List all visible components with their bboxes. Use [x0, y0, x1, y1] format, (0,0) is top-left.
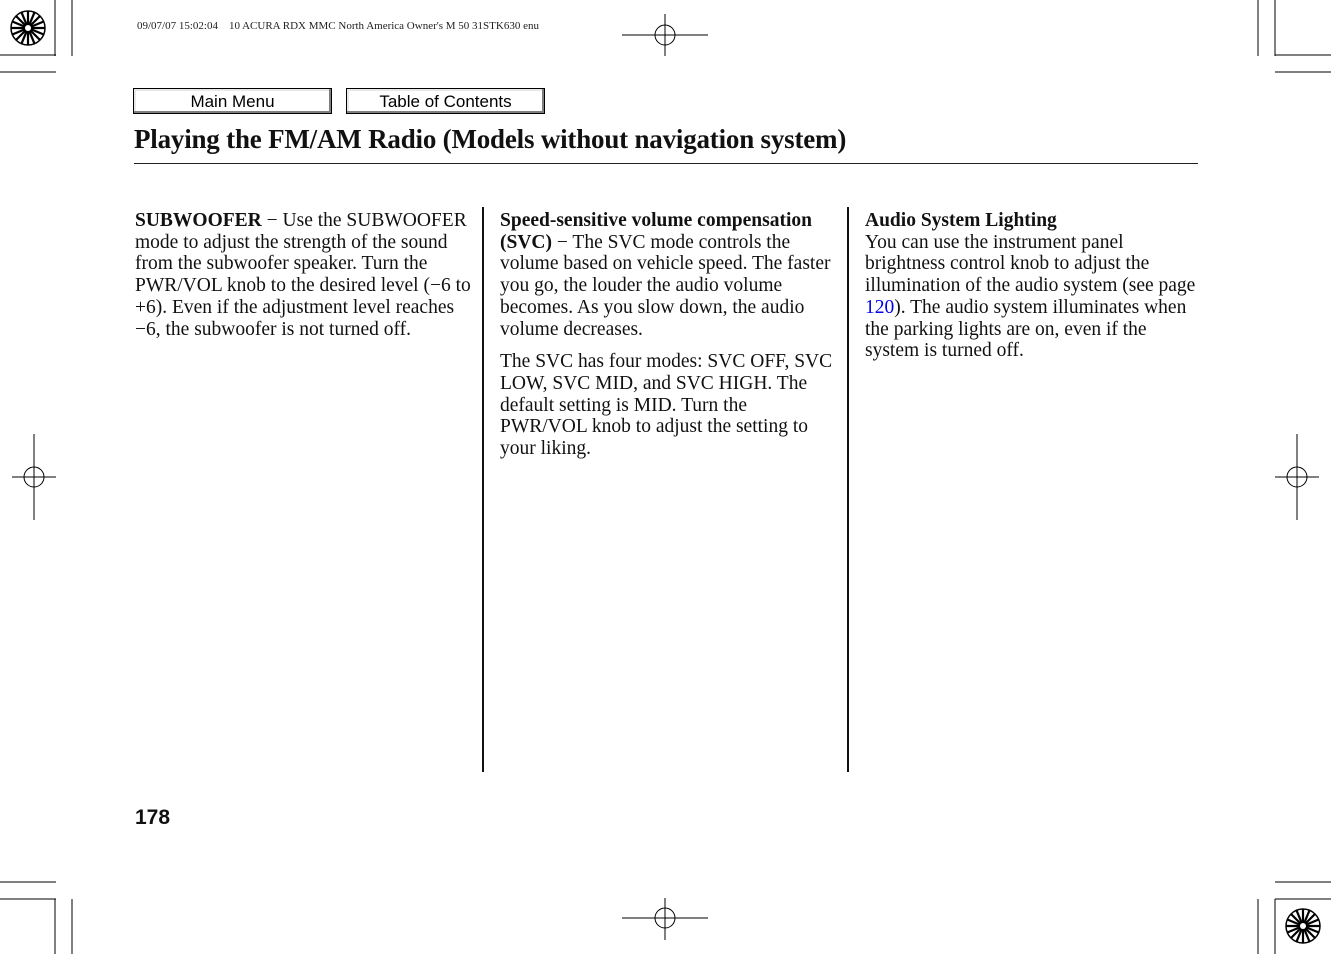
column-subwoofer: [135, 210, 473, 351]
table-of-contents-button[interactable]: Table of Contents: [346, 88, 545, 114]
subwoofer-dash: −: [261, 210, 283, 231]
sunburst-mark-bottom-right: [1286, 909, 1320, 943]
svc-heading: Speed-sensitive volume compensation (SVC): [500, 210, 812, 253]
title-divider: [134, 163, 1198, 164]
column-divider-2: [847, 207, 849, 772]
print-info: 09/07/07 15:02:04 10 ACURA RDX MMC North America Owner's M 50 31STK630 enu: [137, 20, 539, 32]
page-title: Playing the FM/AM Radio (Models without navigation system): [134, 124, 847, 154]
audio-lighting-text: You can use the instrument panel brightness control knob to adjust the illumination of the audio system (see page: [865, 231, 1196, 297]
page-120-link[interactable]: 120: [865, 296, 895, 318]
subwoofer-heading: SUBWOOFER: [135, 210, 262, 231]
svc-text: The SVC mode controls the volume based on vehicle speed. The faster you go, the louder the audio volume becomes. As you slow down, the audio volume decreases.: [500, 231, 831, 340]
column-divider-1: [482, 207, 484, 772]
sunburst-mark-top-left: [11, 11, 45, 45]
svc-modes-text: The SVC has four modes: SVC OFF, SVC LOW, SVC MID, and SVC HIGH. The default setting is MID. Turn the PWR/VOL knob to adjust the setting to your liking.: [500, 351, 833, 460]
subwoofer-text: Use the SUBWOOFER mode to adjust the strength of the sound from the subwoofer speaker. Turn the PWR/VOL knob to the desired level (−6 to +6). Even if the adjustment level reaches −6, the subwoofer is not turned off.: [135, 210, 471, 340]
main-menu-button[interactable]: Main Menu: [133, 88, 332, 114]
page-number: 178: [135, 806, 171, 829]
audio-lighting-text-end: ). The audio system illuminates when the parking lights are on, even if the system is turned off.: [865, 296, 1187, 362]
column-audio-lighting: [865, 210, 1203, 373]
column-svc: [500, 210, 838, 471]
audio-lighting-heading: Audio System Lighting: [865, 210, 1057, 231]
svc-dash: −: [552, 231, 573, 253]
